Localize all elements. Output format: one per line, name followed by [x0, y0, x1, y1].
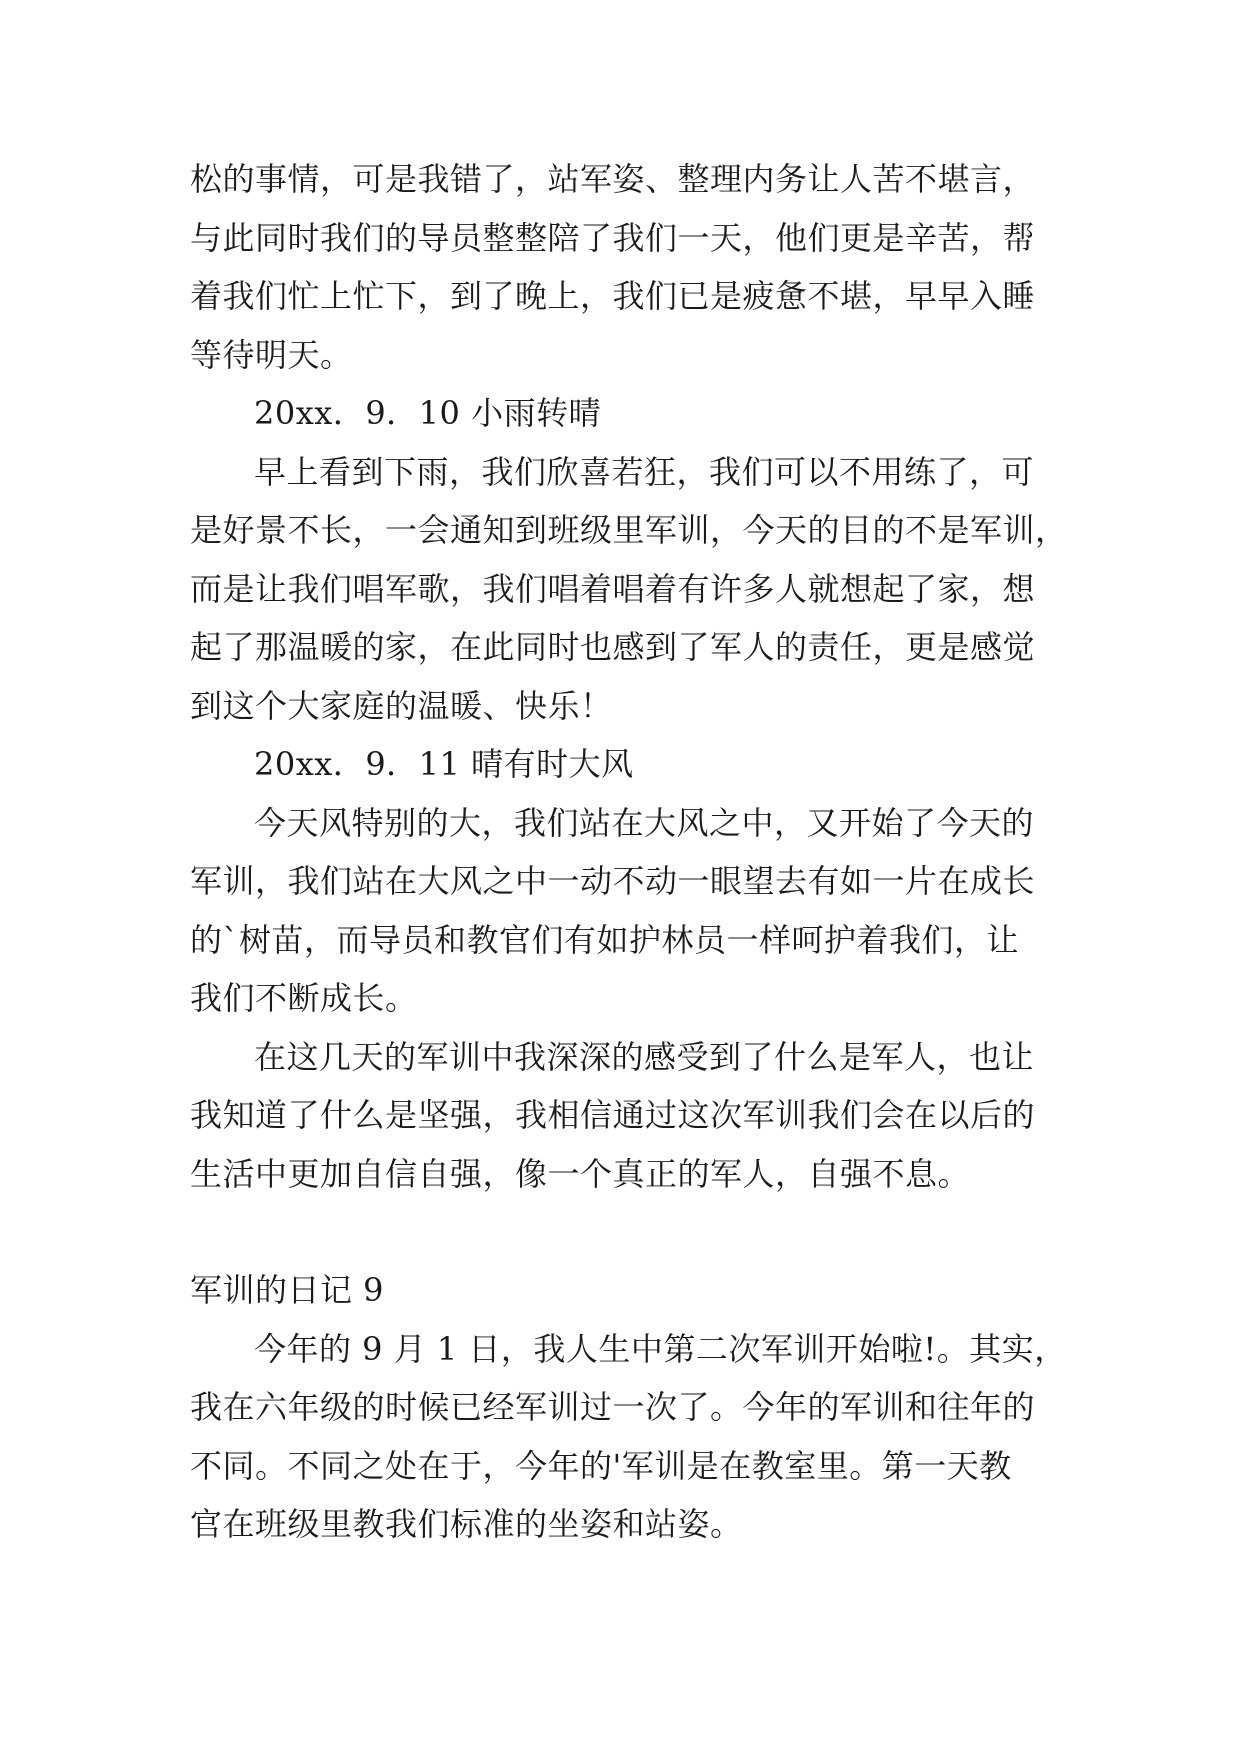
text-line: 等待明天。: [190, 335, 353, 374]
text-line: 今年的 9 月 1 日，我人生中第二次军训开始啦!。其实，: [254, 1329, 1067, 1368]
text-line: 我知道了什么是坚强，我相信通过这次军训我们会在以后的: [190, 1096, 1036, 1134]
text-line: 军训，我们站在大风之中一动不动一眼望去有如一片在成长: [190, 862, 1036, 900]
text-line: 我在六年级的时候已经军训过一次了。今年的军训和往年的: [190, 1388, 1036, 1426]
text-line: 不同。不同之处在于，今年的'军训是在教室里。第一天教: [190, 1446, 1012, 1485]
text-line: 的`树苗，而导员和教官们有如护林员一样呵护着我们，让: [190, 920, 1020, 959]
text-line: 松的事情，可是我错了，站军姿、整理内务让人苦不堪言，: [190, 160, 1036, 198]
text-line: 生活中更加自信自强，像一个真正的军人，自强不息。: [190, 1154, 971, 1193]
text-line: 早上看到下雨，我们欣喜若狂，我们可以不用练了，可: [254, 452, 1035, 491]
text-line: 与此同时我们的导员整整陪了我们一天，他们更是辛苦，帮: [190, 218, 1036, 257]
section-spacer: [190, 1203, 1060, 1261]
document-body: [190, 150, 1068, 1554]
text-line: 今天风特别的大，我们站在大风之中，又开始了今天的: [254, 803, 1035, 842]
section-title: 军训的日记 9: [190, 1271, 385, 1309]
date-heading: 20xx．9．10 小雨转晴: [254, 394, 602, 432]
text-line: 是好景不长，一会通知到班级里军训，今天的目的不是军训，: [190, 511, 1068, 549]
text-line: 起了那温暖的家，在此同时也感到了军人的责任，更是感觉: [190, 628, 1036, 666]
text-line: 而是让我们唱军歌，我们唱着唱着有许多人就想起了家，想: [190, 569, 1036, 608]
text-line: 到这个大家庭的温暖、快乐！: [190, 686, 613, 725]
date-heading: 20xx．9．11 晴有时大风: [254, 745, 634, 783]
text-line: 着我们忙上忙下，到了晚上，我们已是疲惫不堪，早早入睡: [190, 277, 1036, 315]
text-line: 官在班级里教我们标准的坐姿和站姿。: [190, 1505, 743, 1543]
text-line: 在这几天的军训中我深深的感受到了什么是军人，也让: [254, 1037, 1035, 1076]
text-line: 我们不断成长。: [190, 979, 418, 1017]
